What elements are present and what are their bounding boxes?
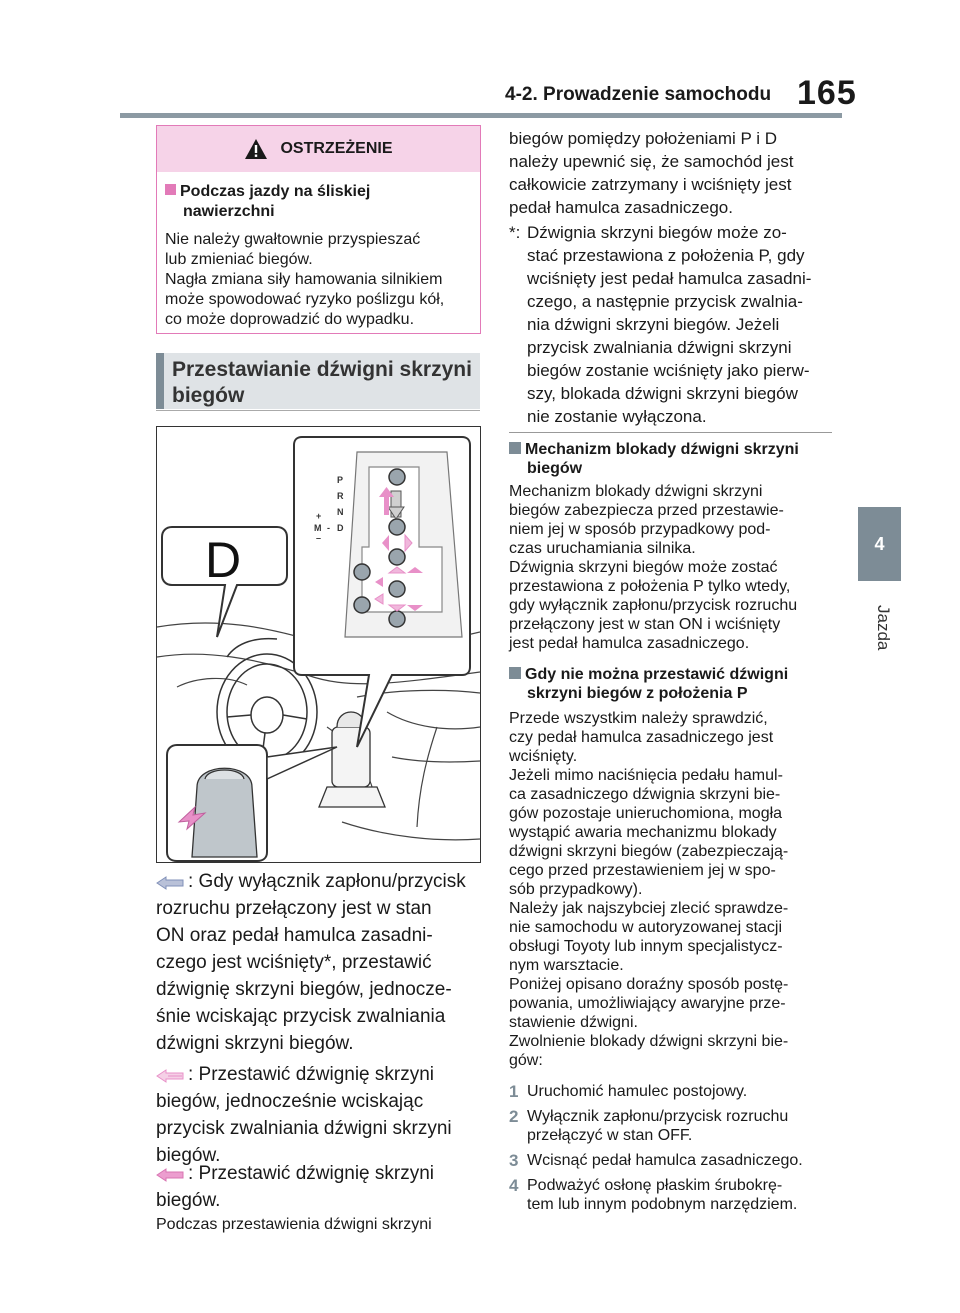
warning-box	[156, 125, 481, 334]
section-rule	[156, 410, 480, 411]
gate-label-r: R	[337, 491, 344, 501]
warning-subtitle: Podczas jazdy na śliskiej nawierzchni	[165, 182, 472, 222]
gate-label-d: D	[337, 523, 344, 533]
legend-item-2: : Przestawić dźwignię skrzyni biegów, jednocześnie wciskając przycisk zwalniania dźwigni skrzyni biegów.	[156, 1064, 452, 1166]
gate-label-minus: –	[316, 533, 322, 543]
subheading: Gdy nie można przestawić dźwigni skrzyni biegów z położenia P	[509, 665, 833, 703]
bullet-square-icon	[509, 667, 521, 679]
section-title: Przestawianie dźwigni skrzyni biegów	[156, 353, 480, 409]
cannot-shift-section: Gdy nie można przestawić dźwigni skrzyni biegów z położenia P Przede wszystkim należy sprawdzić, czy pedał hamulca zasadniczego jest wciśnięty. Jeżeli mimo naciśnięcia pedału hamul- ca zasadniczego dźwignia skrzyni bie- gów pozostaje unieruchomiona, mogła wystąpić awaria mechanizmu blokady dźwigni skrzyni biegów (zabezpieczają- cego przed przestawieniem jej w spo- sób przypadkowy). Należy jak najszybciej zlecić sprawdze- nie samochodu w autoryzowanej stacji obsługi Toyoty lub innym specjalistycz- nym warsztacie. Poniżej opisano doraźny sposób postę- powania, umożliwiający awaryjne prze- stawienie dźwigni. Zwolnienie blokady dźwigni skrzyni bie- gów:	[509, 665, 833, 1070]
bullet-square-icon	[165, 184, 176, 195]
bullet-square-icon	[509, 442, 521, 454]
gate-label-m: M	[314, 523, 322, 533]
legend-tail: Podczas przestawienia dźwigni skrzyni	[156, 1216, 432, 1233]
warning-title: OSTRZEŻENIE	[280, 140, 393, 157]
chapter-label: Jazda	[874, 605, 893, 651]
striped-arrow-icon	[156, 1069, 184, 1083]
subheading: Mechanizm blokady dźwigni skrzyni biegów	[509, 440, 833, 478]
gate-label-dash: -	[327, 523, 330, 533]
warning-triangle-icon	[244, 138, 268, 160]
gate-label-p: P	[337, 475, 344, 485]
list-item: 3 Wcisnąć pedał hamulca zasadniczego.	[509, 1151, 803, 1170]
list-item: 4 Podważyć osłonę płaskim śrubokrę- tem lub innym podobnym narzędziem.	[509, 1176, 798, 1213]
chapter-tab	[858, 507, 901, 581]
list-item: 2 Wyłącznik zapłonu/przycisk rozruchu przełączyć w stan OFF.	[509, 1107, 789, 1144]
running-header: 4-2. Prowadzenie samochodu	[505, 84, 772, 105]
list-item: 1 Uruchomić hamulec postojowy.	[509, 1082, 748, 1101]
legend-item-1: : Gdy wyłącznik zapłonu/przycisk rozruchu przełączony jest w stan ON oraz pedał hamulca zasadni- czego jest wciśnięty*, przestawić dźwignię skrzyni biegów, jednocze- śnie wciskając przycisk zwalniania dźwigni skrzyni biegów.	[156, 871, 466, 1054]
chapter-number: 4	[874, 533, 885, 554]
continued-text: biegów pomiędzy położeniami P i D należy upewnić się, że samochód jest całkowicie zatrzymany i wciśnięty jest pedał hamulca zasadniczego.	[509, 129, 794, 217]
pink-arrow-icon	[156, 1168, 184, 1182]
divider	[509, 432, 832, 433]
steps-list	[509, 1082, 833, 1214]
header-rule	[120, 113, 842, 118]
solid-arrow-icon	[156, 876, 184, 890]
warning-body: Nie należy gwałtownie przyspieszać lub zmieniać biegów. Nagła zmiana siły hamowania silnikiem może spowodować ryzyko poślizgu kół, co może doprowadzić do wypadku.	[165, 231, 445, 328]
shift-lever-figure	[156, 426, 481, 863]
page-number: 165	[797, 74, 857, 112]
warning-header	[157, 126, 480, 172]
legend-item-3: : Przestawić dźwignię skrzyni biegów.	[156, 1163, 435, 1211]
footnote: *: Dźwignia skrzyni biegów może zo- stać przestawiona z położenia P, gdy wciśnięty jest pedał hamulca zasadni- czego, a następnie przycisk zwalnia- nia dźwigni skrzyni biegów. Jeżeli przycisk zwalniania dźwigni skrzyni biegów zostanie wciśnięty jako pierw- szy, blokada dźwigni skrzyni biegów nie zostanie wyłączona.	[509, 223, 812, 426]
gate-label-n: N	[337, 507, 344, 517]
callout-letter-d: D	[205, 532, 242, 588]
lock-mechanism-section: Mechanizm blokady dźwigni skrzyni biegów Mechanizm blokady dźwigni skrzyni biegów zabezpiecza przed przestawie- niem jej w sposób przypadkowy pod- czas uruchamiania silnika. Dźwignia skrzyni biegów może zostać przestawiona z położenia P tylko wtedy, gdy wyłącznik zapłonu/przycisk rozruchu przełączony jest w stan ON i wciśnięty jest pedał hamulca zasadniczego.	[509, 440, 833, 653]
gate-label-plus: +	[316, 511, 322, 521]
shift-lever-illustration	[157, 427, 480, 862]
